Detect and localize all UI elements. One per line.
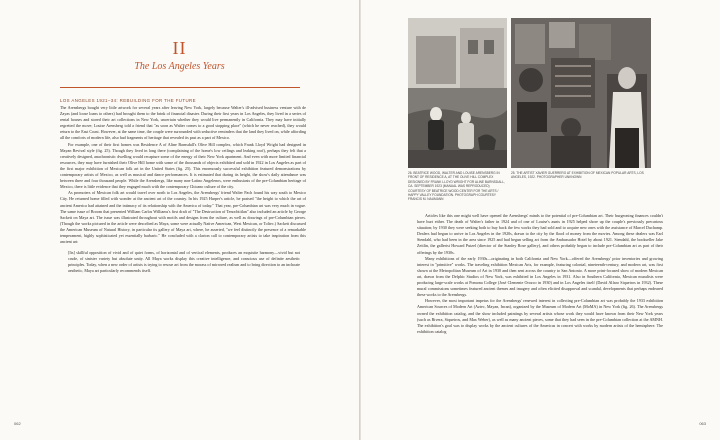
left-body-text	[60, 105, 306, 275]
right-page	[361, 0, 720, 440]
caption-left: 26. BEATRICE WOOD, WALTER AND LOUISE ARENSBERG IN FRONT OF RESIDENCE A, AT THE OLIVE HILL COMPLEX DESIGNED BY FRANK LLOYD WRIGHT FOR ALINE BARNSDALL, CA. SEPTEMBER 1923 (MANUAL WAS REPRODUCED) COURTESY OF BEATRICE WOOD CENTER FOR THE ARTS / HAPPY VALLEY FOUNDATION. PHOTOGRAPH COURTESY FRANCIS M. NAUMANN	[408, 171, 505, 202]
chapter-title: The Los Angeles Years	[134, 61, 225, 72]
block-quote: [Its] skillful opposition of vivid and of quiet forms, of horizontal and of vertical elements, produces an exquisite harmony—vivid but not crude, of sinister variety but absolute unity. All Maya works display this creative intelligence, and conscious use of definite aesthetic principles. Today, when a new order of artists is trying to rescue art from the morass of mirrored realism and to bring direction to an inchoate aesthetic, Maya art particularly recommends itself.	[68, 250, 300, 274]
page-number-left: 062	[14, 421, 21, 426]
body-paragraph: Many exhibitions of the early 1930s—originating in both California and New York—offered the Arensbergs' prior inventories and growing interest in "primitive" works. The traveling exhibition Mexican Arts, for example, featuring colonial, nineteenth-century, and modern art, was first shown at the Metropolitan Museum of Art in 1930 and then sent across the country to San Antonio. A more print-focused show of modern Mexican art, drawn from the Delphic Studios of New York, was exhibited in Los Angeles in 1931. Also in Southern California, Mexican muralists were producing large-scale works at Pomona College (José Clemente Orozco in 1930) and in Los Angeles itself (David Alfaro Siqueiros in 1932). These mural commissions sometimes featured ancient themes and imagery and often elicited disapproval and scandal, developments that perhaps endeared these works to the Arensbergs.	[417, 255, 663, 298]
right-body-text	[417, 213, 663, 335]
left-page	[0, 0, 359, 440]
photo-mexican-arts-exhibition-image	[511, 18, 651, 168]
section-heading: LOS ANGELES 1921–34: REBUILDING FOR THE FUTURE	[60, 98, 196, 103]
body-paragraph: However, the most important impetus for the Arensbergs' renewed interest in collecting pre-Columbian art was probably the 1933 exhibition American Sources of Modern Art (Aztec, Mayan, Incan), organized by the Museum of Modern Art (MoMA) in New York (fig. 26). The Arensbergs owned the exhibition catalog, and the show included paintings by several artists whose work they would have known from their New York years (such as Rivera, Siqueiros, and Max Weber), as well as many ancient pieces, some that they had seen in the pre-Columbian collection at the AMNH. The exhibition's goal was to display works by the ancient cultures of the Americas in concert with works by modern artists of the hemisphere. The exhibition catalog	[417, 298, 663, 334]
body-paragraph: Articles like this one might well have opened the Arensbergs' minds to the potential of pre-Columbian art. Their burgeoning finances couldn't have hurt either. The death of Walter's father in 1924 and of one of Louise's aunts in 1925 helped shore up the couple's previously precarious situation; by 1930 they were seeking both to buy back the few works they had sold and to acquire new ones with the assistance of Marcel Duchamp. Dealers had begun to arrive in Los Angeles in the 1920s, drawn to the city by the flood of money from the movies. Among these dealers was Earl Stendahl, who had been in the area since 1925 and had begun selling art from the Ambassador Hotel by about 1921. Stendahl, the bookseller Jake Zeitlin, the gallerist Howard Putzel (director of the Stanley Rose gallery), and others probably began to include pre-Columbian art as part of their offerings by the 1930s.	[417, 213, 663, 255]
page-number-right: 063	[699, 421, 706, 426]
photo-mexican-arts-exhibition	[511, 18, 651, 168]
body-paragraph: For example, one of their first homes was Residence A of Aline Barnsdall's Olive Hill complex, which Frank Lloyd Wright had designed in Mayan Revival style (fig. 25). Though they lived in long there (complaining of the home's low ceilings and leaking roof), perhaps they felt that a creatively designed, anachronistic dwelling would recapture some of the energy of their New York apartment. And even with more limited financial resources, they may have furnished their Olive Hill home with some of the thousands of objects exhibited and sold in 1922 in Los Angeles as part of the first major exhibition of Mexican folk art in the United States (fig. 25). This enormously successful exhibition featured demonstrations by contemporary artists of Mexico, as well as musical and dance performances. It is estimated that during its height, the show's daily attendance was between three and four thousand people. While the Arensbergs, like many non-Latino Angelenos, were enthusiasts of the pre-Columbian heritage of Mexico, there is little evidence that they engaged much with the contemporary Chicano culture of the city.	[60, 141, 306, 190]
photo-arensbergs-residence-image	[408, 18, 507, 168]
body-paragraph: The Arensbergs bought very little artwork for several years after leaving New York, largely because Walter's ill-advised business venture with de Zayas (and loose loans to others) had brought them to the brink of financial disaster. During their first years in Los Angeles, they lived in a series of rental houses and stored their art collections in New York, uncertain whether they would live permanently in California. They may have initially regretted the move; Louise Arensberg told a friend that "as soon as Walter comes to a good stopping place" (which he never reached), they would return to the East Coast. However, at the same time, the couple were surrounded with seductive reminders that the land they lived on, while affording all the comforts of modern life, also had fragments of heritage that revealed its past as a part of Mexico.	[60, 105, 306, 141]
chapter-rule	[60, 87, 300, 88]
chapter-number: II	[172, 38, 187, 58]
body-paragraph: As promoters of Mexican folk art would travel over north to Los Angeles, the Arensbergs' friend Walter Pach found his way south to Mexico City. He returned home filled with wonder at the ancient art of the country. In his 1925 Harper's article, he praised "the height to which the art of ancient America had attained and the intimacy of its relationship with the America of today." That year, pre-Columbian art was very much in vogue. The same issue of Broom that presented William Carlos Williams's first draft of "The Destruction of Tenochtitlan" also included an article by George Sackett on Maya art. The issue was illustrated throughout with motifs and designs from the culture, as well as drawings of pre-Columbian pieces. (Though the works pictured in the article were described as Maya, some were actually Native American, West Mexican, or Toltec.) Sackett discussed the American Museum of Natural History, in particular its gallery of Maya art, where, he asserted, "we feel distinctly the presence of a remarkable temperament, highly sophisticated yet essentially barbaric." He concluded with a clarion call to contemporary artists to take inspiration from this ancient art:	[60, 190, 306, 245]
photo-arensbergs-residence	[408, 18, 507, 168]
caption-right: 25. THE ARTIST XAVIER GUERRERO AT EXHIBITION OF MEXICAN POPULAR ARTS, LOS ANGELES, 1922. PHOTOGRAPHER UNKNOWN	[511, 171, 644, 180]
